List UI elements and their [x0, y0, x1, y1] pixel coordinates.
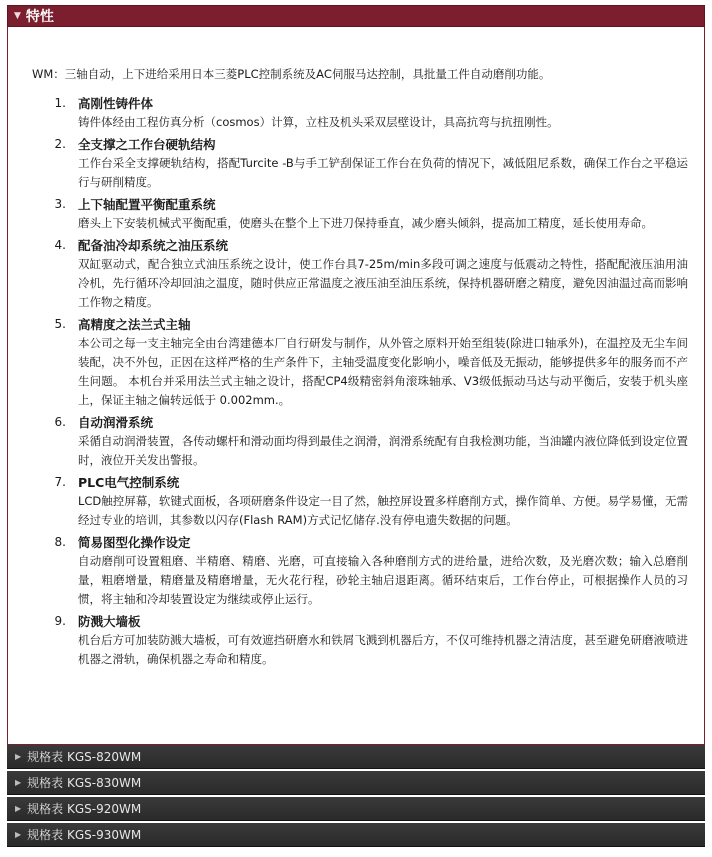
feature-description: 本公司之每一支主轴完全由台湾建德本厂自行研发与制作，从外管之原料开始至组装(除进口轴承外)，在温控及无尘车间装配，决不外包，正因在这样严格的生产条件下，主轴受温度变化影响小，噪音低及无振动，能够提供多年的服务而不产生问题。 本机台并采用法兰式主轴之设计，搭配CP4级精密斜角滚珠轴承、V3级低振动马达与动平衡后，安装于机头座上，保证主轴之偏转远低于 0.002mm.。 [78, 336, 688, 407]
feature-item [32, 473, 688, 530]
spec-table-label: 规格表 KGS-920WM [27, 802, 142, 816]
feature-title: 全支撑之工作台硬轨结构 [78, 137, 216, 152]
feature-number: 4. [54, 238, 66, 252]
feature-item [32, 135, 688, 192]
feature-item [32, 413, 688, 470]
feature-title: 防溅大墙板 [78, 614, 141, 629]
feature-description: 采循自动润滑装置，各传动螺杆和滑动面均得到最佳之润滑，润滑系统配有自我检测功能，当油罐内液位降低到设定位置时，液位开关发出警报。 [78, 434, 688, 467]
feature-item [32, 236, 688, 312]
spec-table-label: 规格表 KGS-820WM [27, 750, 142, 764]
feature-number: 2. [54, 137, 66, 151]
feature-description: 磨头上下安装机械式平衡配重，使磨头在整个上下进刀保持垂直，减少磨头倾斜，提高加工精度，延长使用寿命。 [78, 216, 653, 230]
feature-body [78, 94, 688, 132]
feature-number: 3. [54, 197, 66, 211]
spec-table-toggle-820wm[interactable] [7, 745, 705, 769]
feature-item [32, 315, 688, 410]
triangle-down-icon: ▼ [14, 11, 21, 21]
intro-text: WM：三轴自动，上下进给采用日本三菱PLC控制系统及AC伺服马达控制，具批量工件自动磨削功能。 [32, 67, 551, 81]
feature-body [78, 413, 688, 470]
feature-number: 8. [54, 535, 66, 549]
features-panel [7, 5, 705, 745]
feature-title: 简易图型化操作设定 [78, 535, 191, 550]
feature-number: 6. [54, 415, 66, 429]
feature-item [32, 612, 688, 669]
feature-body [78, 473, 688, 530]
feature-item [32, 94, 688, 132]
triangle-right-icon: ▶ [15, 752, 22, 761]
feature-body [78, 135, 688, 192]
spec-table-toggle-920wm[interactable] [7, 797, 705, 821]
spec-table-label: 规格表 KGS-930WM [27, 828, 142, 842]
feature-title: PLC电气控制系统 [78, 475, 180, 490]
feature-item [32, 195, 688, 233]
feature-description: 双缸驱动式，配合独立式油压系统之设计，使工作台具7-25m/min多段可调之速度与低震动之特性，搭配配液压油用油冷机，先行循环冷却回油之温度，随时供应正常温度之液压油至油压系统，保持机器研磨之精度，避免因油温过高而影响工作物之精度。 [78, 257, 688, 309]
feature-description: 机台后方可加装防溅大墙板，可有效遮挡研磨水和铁屑飞溅到机器后方，不仅可维持机器之清洁度，甚至避免研磨液喷进机器之滑轨，确保机器之寿命和精度。 [78, 633, 688, 666]
feature-description: LCD触控屏幕，软键式面板，各项研磨条件设定一目了然，触控屏设置多样磨削方式，操作简单、方便。易学易懂，无需经过专业的培训，其参数以闪存(Flash RAM)方式记忆储存.没有停电遗失数据的问题。 [78, 494, 688, 527]
feature-title: 上下轴配置平衡配重系统 [78, 197, 216, 212]
feature-body [78, 195, 688, 233]
spec-table-toggle-830wm[interactable] [7, 771, 705, 795]
spec-table-toggle-930wm[interactable] [7, 823, 705, 847]
feature-description: 自动磨削可设置粗磨、半精磨、精磨、光磨，可直接输入各种磨削方式的进给量，进给次数，及光磨次数；输入总磨削量，粗磨增量，精磨量及精磨增量，无火花行程，砂轮主轴启退距离。循环结束后，工作台停止，可根据操作人员的习惯，将主轴和冷却装置设定为继续或停止运行。 [78, 554, 688, 606]
feature-title: 配备油冷却系统之油压系统 [78, 238, 229, 253]
features-section-header[interactable] [7, 5, 705, 27]
feature-number: 5. [54, 317, 66, 331]
feature-body [78, 533, 688, 609]
feature-body [78, 315, 688, 410]
feature-description: 铸件体经由工程仿真分析（cosmos）计算，立柱及机头采双层壁设计，具高抗弯与抗扭刚性。 [78, 115, 559, 129]
feature-title: 高刚性铸件体 [78, 96, 154, 111]
feature-title: 自动润滑系统 [78, 415, 154, 430]
feature-body [78, 612, 688, 669]
feature-number: 1. [54, 96, 66, 110]
feature-item [32, 533, 688, 609]
triangle-right-icon: ▶ [15, 804, 22, 813]
section-title: 特性 [25, 9, 54, 25]
triangle-right-icon: ▶ [15, 830, 22, 839]
features-content [7, 27, 705, 745]
feature-description: 工作台采全支撑硬轨结构，搭配Turcite -B与手工铲刮保证工作台在负荷的情况下，减低阻尼系数，确保工作台之平稳运行与研削精度。 [78, 156, 688, 189]
feature-number: 7. [54, 475, 66, 489]
feature-body [78, 236, 688, 312]
feature-title: 高精度之法兰式主轴 [78, 317, 191, 332]
feature-number: 9. [54, 614, 66, 628]
feature-list [32, 94, 688, 669]
triangle-right-icon: ▶ [15, 778, 22, 787]
spec-table-label: 规格表 KGS-830WM [27, 776, 142, 790]
